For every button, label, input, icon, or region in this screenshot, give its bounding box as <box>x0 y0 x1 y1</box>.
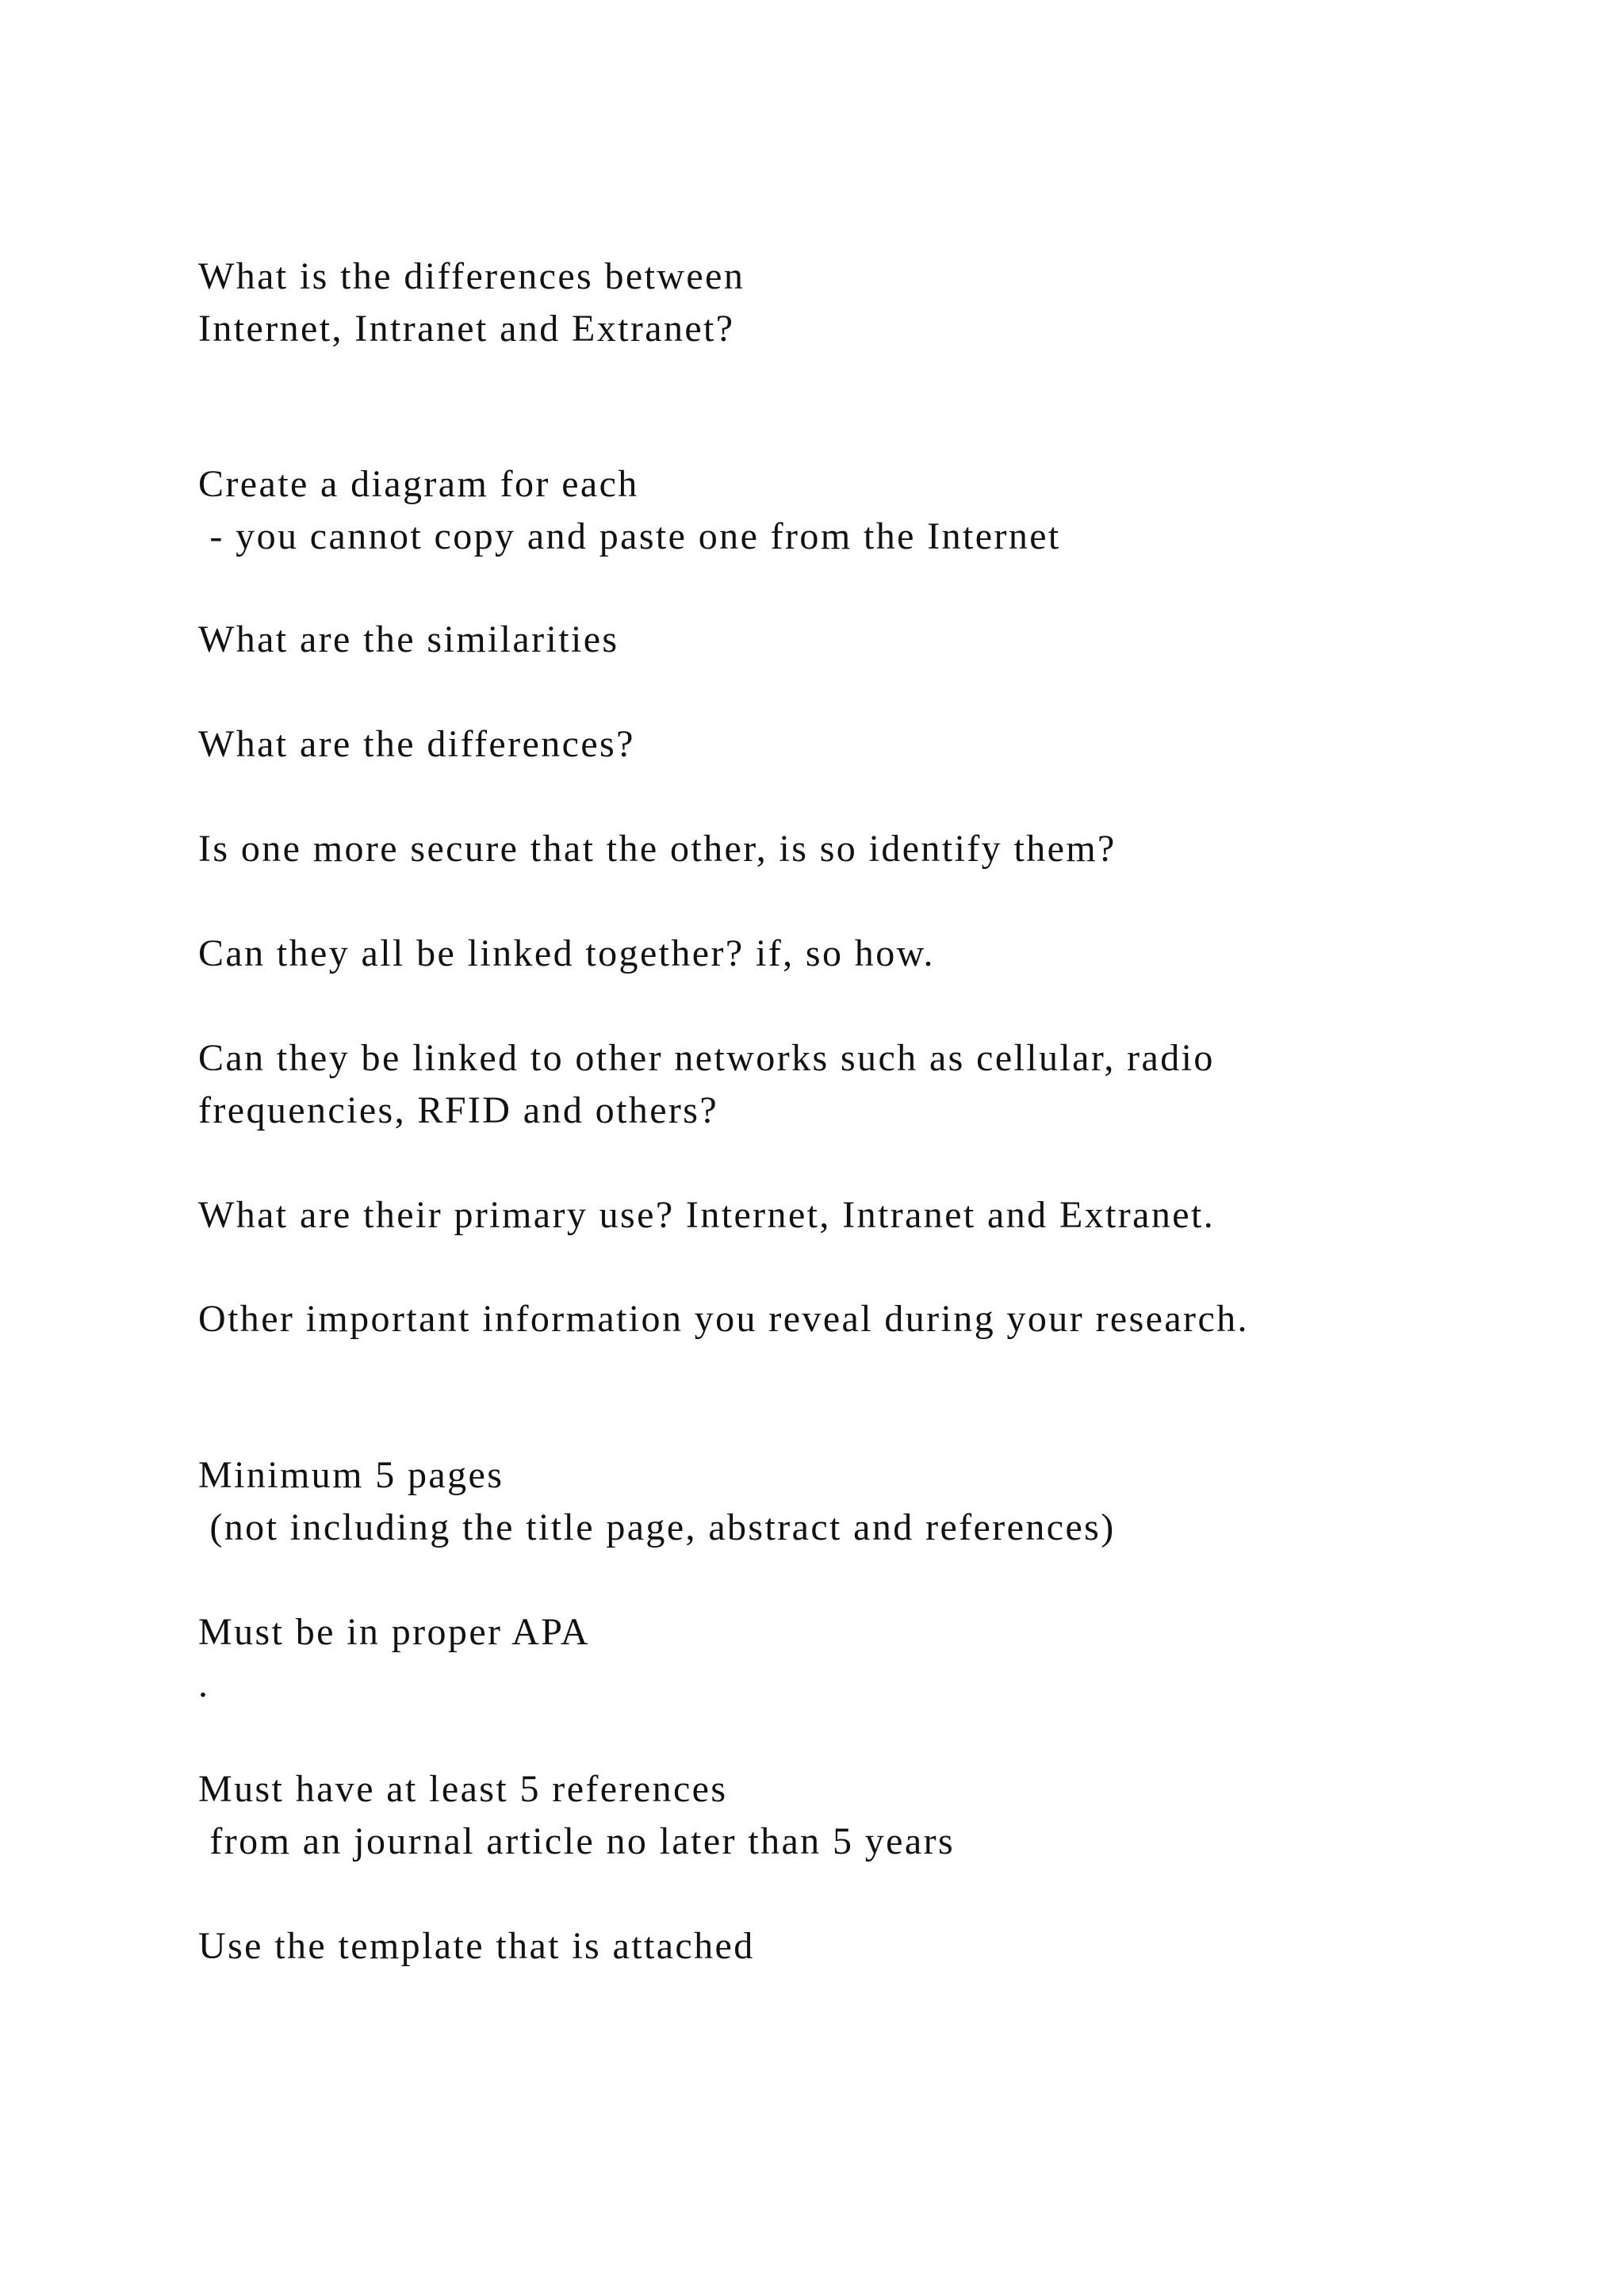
question-heading-line-1: What is the differences between <box>198 255 745 297</box>
apa-requirement-line-2: . <box>198 1663 210 1705</box>
security-question: Is one more secure that the other, is so identify them? <box>198 828 1116 870</box>
similarities-question: What are the similarities <box>198 618 619 660</box>
other-information-prompt: Other important information you reveal during your research. <box>198 1298 1249 1340</box>
minimum-pages-requirement-line-1: Minimum 5 pages <box>198 1454 504 1496</box>
references-requirement-line-2: from an journal article no later than 5 years <box>198 1820 956 1862</box>
other-networks-question-line-2: frequencies, RFID and others? <box>198 1089 719 1131</box>
template-instruction: Use the template that is attached <box>198 1925 755 1967</box>
question-heading-line-2: Internet, Intranet and Extranet? <box>198 308 735 350</box>
references-requirement-line-1: Must have at least 5 references <box>198 1768 728 1810</box>
primary-use-question: What are their primary use? Internet, Intranet and Extranet. <box>198 1194 1216 1236</box>
minimum-pages-requirement-line-2: (not including the title page, abstract and references) <box>198 1506 1116 1548</box>
diagram-instruction-line-2: - you cannot copy and paste one from the Internet <box>198 515 1061 557</box>
diagram-instruction-line-1: Create a diagram for each <box>198 463 639 505</box>
apa-requirement-line-1: Must be in proper APA <box>198 1611 590 1653</box>
linked-together-question: Can they all be linked together? if, so how. <box>198 932 935 974</box>
other-networks-question-line-1: Can they be linked to other networks such as cellular, radio <box>198 1037 1215 1079</box>
differences-question: What are the differences? <box>198 723 635 765</box>
